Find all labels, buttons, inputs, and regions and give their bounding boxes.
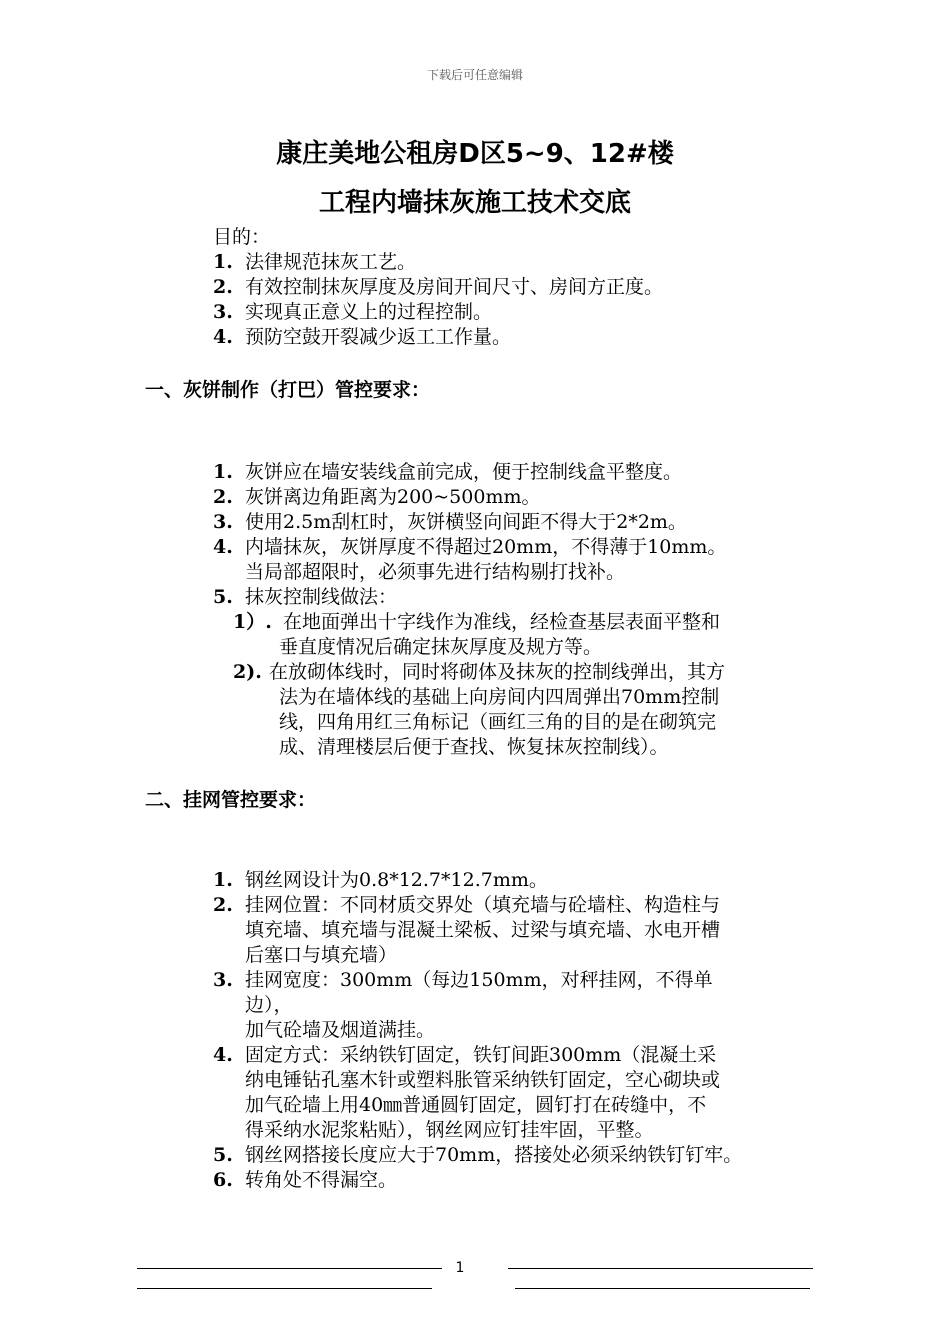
section2-item-num: 5. bbox=[213, 1144, 233, 1166]
footer-rule-left-lower bbox=[137, 1288, 432, 1289]
section2-item-text: 钢丝网搭接长度应大于70mm，搭接处必须采纳铁钉钉牢。 bbox=[245, 1144, 743, 1166]
section1-item-text: 当局部超限时，必须事先进行结构剔打找补。 bbox=[245, 561, 626, 583]
purpose-label: 目的： bbox=[213, 226, 271, 248]
section1-item-num: 4. bbox=[213, 536, 233, 558]
section1-item-text: 灰饼离边角距离为200~500mm。 bbox=[245, 486, 541, 508]
section1-item-text: 内墙抹灰，灰饼厚度不得超过20mm，不得薄于10mm。 bbox=[245, 536, 727, 558]
section2-item-num: 3. bbox=[213, 969, 233, 991]
section2-item-text: 加气砼墙及烟道满挂。 bbox=[245, 1019, 436, 1041]
section1-item-num: 5. bbox=[213, 586, 233, 608]
section1-item-num: 3. bbox=[213, 511, 233, 533]
section2-item-num: 2. bbox=[213, 894, 233, 916]
section1-sub-num: 2). bbox=[233, 661, 262, 683]
section1-item-text: 使用2.5m刮杠时，灰饼横竖向间距不得大于2*2m。 bbox=[245, 511, 687, 533]
section2-item-text: 固定方式：采纳铁钉固定，铁钉间距300mm（混凝土采 bbox=[245, 1044, 717, 1066]
purpose-item-num: 1. bbox=[213, 251, 233, 273]
section2-item-text: 填充墙、填充墙与混凝土梁板、过梁与填充墙、水电开槽 bbox=[245, 919, 721, 941]
section2-item-text: 后塞口与填充墙） bbox=[245, 944, 398, 966]
purpose-item-num: 3. bbox=[213, 301, 233, 323]
section1-sub-text: 垂直度情况后确定抹灰厚度及规方等。 bbox=[279, 636, 603, 658]
section1-sub-text: 在放砌体线时，同时将砌体及抹灰的控制线弹出，其方 bbox=[269, 661, 726, 683]
purpose-item-num: 4. bbox=[213, 326, 233, 348]
section1-item-num: 2. bbox=[213, 486, 233, 508]
footer-rule-left bbox=[137, 1268, 442, 1269]
section1-sub-num: 1）. bbox=[233, 611, 272, 633]
section1-sub-text: 在地面弹出十字线作为准线，经检查基层表面平整和 bbox=[283, 611, 721, 633]
section2-item-text: 纳电锤钻孔塞木针或塑料胀管采纳铁钉固定，空心砌块或 bbox=[245, 1069, 721, 1091]
purpose-item-text: 实现真正意义上的过程控制。 bbox=[245, 301, 493, 323]
purpose-item-text: 有效控制抹灰厚度及房间开间尺寸、房间方正度。 bbox=[245, 276, 664, 298]
document-title-line2: 工程内墙抹灰施工技术交底 bbox=[318, 188, 631, 218]
section2-item-num: 6. bbox=[213, 1169, 233, 1191]
section2-item-text: 得采纳水泥浆粘贴），钢丝网应钉挂牢固，平整。 bbox=[245, 1119, 654, 1141]
section2-item-num: 1. bbox=[213, 869, 233, 891]
footer-rule-right bbox=[508, 1268, 813, 1269]
section2-item-num: 4. bbox=[213, 1044, 233, 1066]
page-number: 1 bbox=[455, 1260, 465, 1276]
section2-item-text: 加气砼墙上用40㎜普通圆钉固定，圆钉打在砖缝中，不 bbox=[245, 1094, 707, 1116]
footer-rule-right-lower bbox=[515, 1288, 810, 1289]
purpose-item-num: 2. bbox=[213, 276, 233, 298]
section1-item-num: 1. bbox=[213, 461, 233, 483]
header-note: 下载后可任意编辑 bbox=[426, 68, 523, 82]
purpose-item-text: 预防空鼓开裂减少返工工作量。 bbox=[245, 326, 512, 348]
section1-sub-text: 法为在墙体线的基础上向房间内四周弹出70mm控制 bbox=[279, 686, 720, 708]
document-title-line1: 康庄美地公租房D区5~9、12#楼 bbox=[276, 139, 674, 169]
section1-item-text: 抹灰控制线做法： bbox=[245, 586, 398, 608]
section1-heading: 一、灰饼制作（打巴）管控要求： bbox=[145, 379, 431, 401]
section2-heading: 二、挂网管控要求： bbox=[145, 789, 317, 811]
purpose-item-text: 法律规范抹灰工艺。 bbox=[245, 251, 417, 273]
section2-item-text: 转角处不得漏空。 bbox=[245, 1169, 398, 1191]
section2-item-text: 边）， bbox=[245, 994, 293, 1016]
section1-sub-text: 线，四角用红三角标记（画红三角的目的是在砌筑完 bbox=[279, 711, 717, 733]
section2-item-text: 钢丝网设计为0.8*12.7*12.7mm。 bbox=[245, 869, 548, 891]
section2-item-text: 挂网位置：不同材质交界处（填充墙与砼墙柱、构造柱与 bbox=[245, 894, 721, 916]
section1-item-text: 灰饼应在墙安装线盒前完成，便于控制线盒平整度。 bbox=[245, 461, 683, 483]
section1-sub-text: 成、清理楼层后便于查找、恢复抹灰控制线）。 bbox=[279, 736, 669, 758]
section2-item-text: 挂网宽度：300mm（每边150mm，对秤挂网，不得单 bbox=[245, 969, 713, 991]
